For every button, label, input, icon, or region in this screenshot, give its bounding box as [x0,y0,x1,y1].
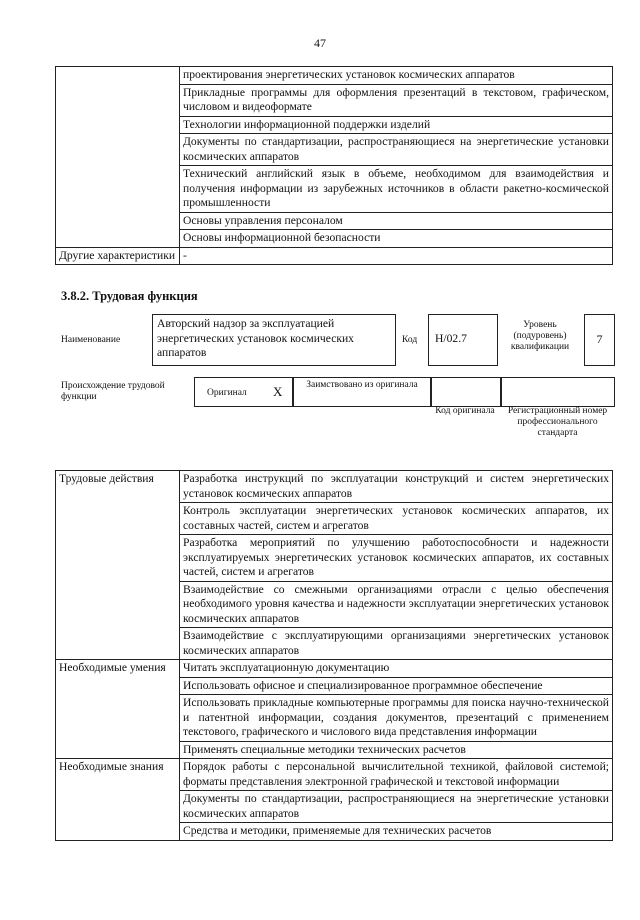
table-row [56,759,613,791]
origin-label: Происхождение трудовой функции [61,381,165,402]
table-cell: Разработка мероприятий по улучшению работоспособности и надежности эксплуатируемых энергетических установок космических аппаратов, их составных частей, систем и агрегатов [180,535,613,582]
registration-box [500,377,615,407]
table-cell: Порядок работы с персональной вычислительной техникой, файловой системой; форматы представления электронной графической и текстовой информации [180,759,613,791]
borrowed-box [292,377,432,407]
code-value: H/02.7 [435,332,467,345]
table-cell: Технологии информационной поддержки изделий [180,116,613,134]
level-value: 7 [596,332,603,346]
name-label: Наименование [61,335,121,345]
name-box [152,314,396,366]
original-box [194,377,294,407]
knowledge-table-continued [55,66,613,265]
skills-label: Необходимые умения [56,660,180,759]
table-cell: Использовать офисное и специализированное программное обеспечение [180,677,613,695]
table-cell: Контроль эксплуатации энергетических установок космических аппаратов, их составных частей, систем и агрегатов [180,503,613,535]
code-original-box [430,377,502,407]
table-row [56,67,613,85]
table-cell: Использовать прикладные компьютерные программы для поиска научно-технической и патентной информации, создания документов, презентаций с применением текстового, графического и числового вида представления информации [180,695,613,742]
table-row [56,247,613,265]
page-number: 47 [314,36,326,50]
table-cell: Взаимодействие со смежными организациями отрасли с целью обеспечения необходимого уровня качества и надежности эксплуатации энергетических установок космических аппаратов [180,581,613,628]
original-label: Оригинал [207,388,247,398]
section-title: 3.8.2. Трудовая функция [61,289,198,303]
empty-label-cell [56,67,180,248]
table-cell: Основы управления персоналом [180,212,613,230]
labor-function-table [55,470,613,841]
other-characteristics-label: Другие характеристики [56,247,180,265]
table-cell: Разработка инструкций по эксплуатации конструкций и систем энергетических установок космических аппаратов [180,471,613,503]
borrowed-label: Заимствовано из оригинала [306,380,418,390]
table-row [56,660,613,678]
name-value: Авторский надзор за эксплуатацией энергетических установок космических аппаратов [157,317,354,359]
table-cell: проектирования энергетических установок космических аппаратов [180,67,613,85]
other-characteristics-value: - [180,247,613,265]
code-original-caption: Код оригинала [435,406,495,416]
table-cell: Применять специальные методики технических расчетов [180,741,613,759]
level-box [584,314,615,366]
table-cell: Средства и методики, применяемые для технических расчетов [180,823,613,841]
level-label: Уровень (подуровень) квалификации [510,320,570,352]
table-cell: Читать эксплуатационную документацию [180,660,613,678]
table-cell: Прикладные программы для оформления презентаций в текстовом, графическом, числовом и видеоформате [180,84,613,116]
table-cell: Основы информационной безопасности [180,230,613,248]
code-box [428,314,498,366]
actions-label: Трудовые действия [56,471,180,660]
knowledge-label: Необходимые знания [56,759,180,841]
table-cell: Взаимодействие с эксплуатирующими организациями энергетических установок космических аппаратов [180,628,613,660]
table-cell: Документы по стандартизации, распространяющиеся на энергетические установки космических аппаратов [180,134,613,166]
table-cell: Технический английский язык в объеме, необходимом для взаимодействия и получения информации из зарубежных источников в области ракетно-космической промышленности [180,166,613,213]
original-mark: X [273,384,283,399]
table-row [56,471,613,503]
registration-caption: Регистрационный номер профессионального стандарта [507,406,608,438]
code-label: Код [402,335,418,345]
table-cell: Документы по стандартизации, распространяющиеся на энергетические установки космических аппаратов [180,791,613,823]
